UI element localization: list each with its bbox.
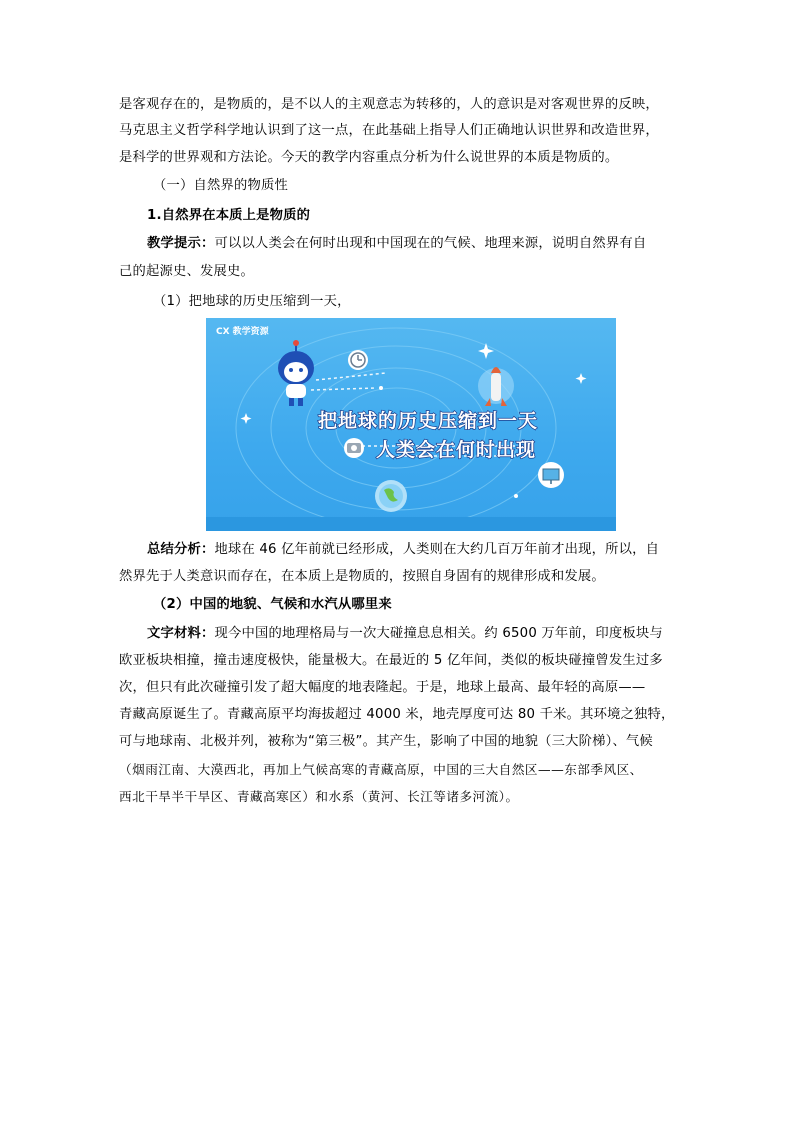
monitor-icon [538, 462, 564, 488]
teaching-tip-line [147, 234, 707, 254]
camera-icon [344, 438, 364, 458]
paragraph-line: 是科学的世界观和方法论。今天的教学内容重点分析为什么说世界的本质是物质的。 [119, 150, 619, 165]
paragraph-line: 可与地球南、北极并列，被称为“第三极”。其产生，影响了中国的地貌（三大阶梯）、气候 [119, 734, 653, 749]
subsection-heading: 1.自然界在本质上是物质的 [147, 208, 311, 223]
section-heading: （一）自然界的物质性 [153, 178, 288, 193]
banner-logo: CX 教学资源 [216, 327, 269, 337]
paragraph-line: 青藏高原诞生了。青藏高原平均海拔超过 4000 米，地壳厚度可达 80 千米。其环境之独特， [119, 707, 675, 722]
robot-mascot-icon [278, 340, 314, 406]
list-item-heading: （2）中国的地貌、气候和水汽从哪里来 [153, 597, 392, 612]
paragraph-line: 欧亚板块相撞，撞击速度极快，能量极大。在最近的 5 亿年间，类似的板块碰撞曾发生过多 [119, 653, 663, 668]
clock-icon [348, 350, 368, 370]
globe-icon [375, 480, 407, 512]
paragraph-line: （烟雨江南、大漠西北，再加上气候高寒的青藏高原，中国的三大自然区——东部季风区、 [119, 762, 643, 777]
text-material-label: 文字材料： [147, 626, 215, 641]
tip-label: 教学提示： [147, 236, 215, 251]
paragraph-line: 马克思主义哲学科学地认识到了这一点，在此基础上指导人们正确地认识世界和改造世界， [119, 123, 659, 138]
text-material-line [147, 624, 707, 644]
summary-text: 地球在 46 亿年前就已经形成，人类则在大约几百万年前才出现，所以，自 [214, 542, 660, 557]
text-material-text: 现今中国的地理格局与一次大碰撞息息相关。约 6500 万年前，印度板块与 [214, 626, 663, 641]
summary-line [147, 540, 707, 560]
paragraph-line: 然界先于人类意识而存在，在本质上是物质的，按照自身固有的规律形成和发展。 [119, 569, 605, 584]
rocket-icon [478, 367, 514, 406]
paragraph-line: 次，但只有此次碰撞引发了超大幅度的地表隆起。于是，地球上最高、最年轻的高原—— [119, 680, 646, 695]
paragraph-line: 是客观存在的，是物质的，是不以人的主观意志为转移的，人的意识是对客观世界的反映， [119, 97, 659, 112]
list-item: （1）把地球的历史压缩到一天， [153, 294, 351, 309]
paragraph-line: 西北干旱半干旱区、青藏高寒区）和水系（黄河、长江等诸多河流）。 [119, 789, 519, 804]
summary-label: 总结分析： [147, 542, 215, 557]
banner-title-line1: 把地球的历史压缩到一天 [318, 410, 539, 432]
banner-title-line2: 人类会在何时出现 [376, 439, 537, 461]
tip-text: 可以以人类会在何时出现和中国现在的气候、地理来源，说明自然界有自 [214, 236, 647, 251]
paragraph-line: 己的起源史、发展史。 [119, 264, 254, 279]
earth-history-banner-image [206, 318, 616, 531]
